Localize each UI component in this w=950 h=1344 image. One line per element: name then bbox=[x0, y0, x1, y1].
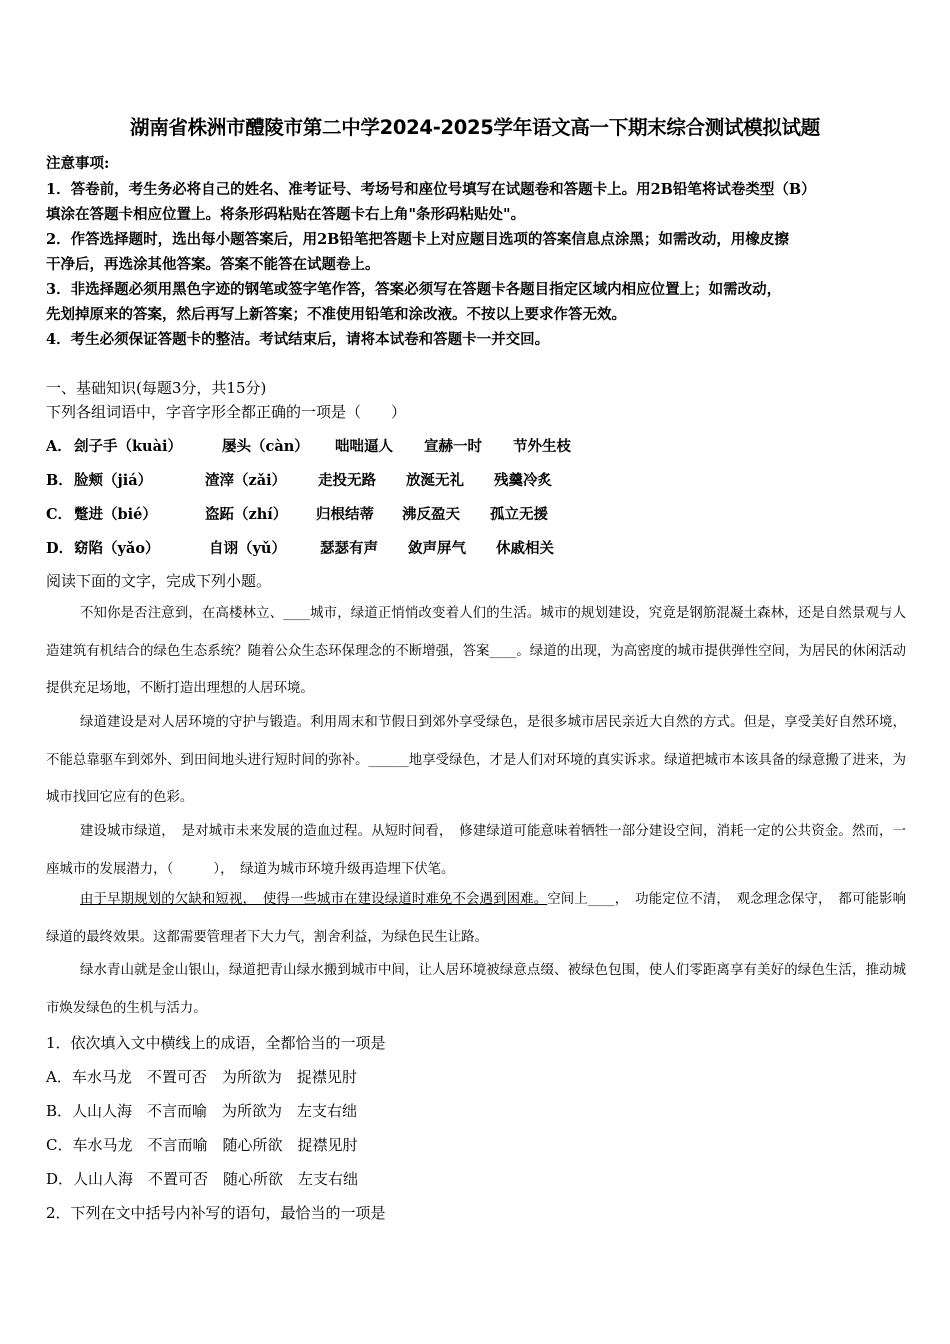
option-word: 屡头（càn） bbox=[222, 438, 309, 455]
option-word: 盗跖（zhí） bbox=[205, 506, 288, 523]
notice-heading: 注意事项: bbox=[46, 155, 110, 172]
section-heading: 一、基础知识(每题3分，共15分) bbox=[46, 379, 267, 397]
notice-line: 干净后，再选涂其他答案。答案不能答在试题卷上。 bbox=[46, 256, 380, 273]
option-word: 节外生枝 bbox=[513, 438, 571, 455]
reading-paragraph-3: 建设城市绿道， 是对城市未来发展的造血过程。从短时间看， 修建绿道可能意味着牺牲一部分建设空间，消耗一定的公共资金。然而，一座城市的发展潜力，（ ）， 绿道为城市环境升级再造埋下伏笔。 bbox=[46, 824, 906, 877]
option-word: 归根结蒂 bbox=[316, 506, 374, 523]
question-1-option-a: A．车水马龙 不置可否 为所欲为 捉襟见肘 bbox=[46, 1068, 357, 1086]
question-2-stem: 2．下列在文中括号内补写的语句，最恰当的一项是 bbox=[46, 1204, 386, 1222]
option-word: 宣赫一时 bbox=[424, 438, 482, 455]
exam-title: 湖南省株洲市醴陵市第二中学2024-2025学年语文高一下期末综合测试模拟试题 bbox=[130, 116, 820, 139]
notice-line: 1．答卷前，考生务必将自己的姓名、准考证号、考场号和座位号填写在试题卷和答题卡上。用2B铅笔将试卷类型（B） bbox=[46, 181, 816, 198]
option-word: 休戚相关 bbox=[496, 540, 554, 557]
underlined-sentence: 由于早期规划的欠缺和短视， 使得一些城市在建设绿道时难免不会遇到困难。 bbox=[80, 892, 548, 907]
question-1-option-c: C．车水马龙 不言而喻 随心所欲 捉襟见肘 bbox=[46, 1136, 358, 1154]
reading-paragraph-4 bbox=[46, 881, 906, 956]
reading-paragraph-5: 绿水青山就是金山银山，绿道把青山绿水搬到城市中间，让人居环境被绿意点缀、被绿色包围，使人们零距离享有美好的绿色生活，推动城市焕发绿色的生机与活力。 bbox=[46, 963, 906, 1016]
option-word: 蹩进（bié） bbox=[74, 506, 157, 523]
reading-paragraph-1: 不知你是否注意到，在高楼林立、____城市，绿道正悄悄改变着人们的生活。城市的规划建设，究竟是钢筋混凝土森林，还是自然景观与人造建筑有机结合的绿色生态系统？随着公众生态环保理念的不断增强，答案____。绿道的出现，为高密度的城市提供弹性空间，为居民的休闲活动提供充足场地，不断打造出理想的人居环境。 bbox=[46, 606, 906, 696]
option-word: 孤立无援 bbox=[490, 506, 548, 523]
notice-line: 4．考生必须保证答题卡的整洁。考试结束后，请将本试卷和答题卡一并交回。 bbox=[46, 331, 550, 348]
option-word: 敛声屏气 bbox=[408, 540, 466, 557]
paragraph-rest: 空间上____， 功能定位不清， 观念理念保守， 都可能影响绿道的最终效果。这都需要管理者下大力气，割舍利益，为绿色民生让路。 bbox=[46, 892, 906, 945]
option-label: A． bbox=[46, 438, 72, 455]
option-d bbox=[46, 537, 554, 558]
question-1-option-b: B．人山人海 不言而喻 为所欲为 左支右绌 bbox=[46, 1102, 358, 1120]
notice-line: 先划掉原来的答案，然后再写上新答案；不准使用铅笔和涂改液。不按以上要求作答无效。 bbox=[46, 306, 626, 323]
option-b bbox=[46, 469, 552, 490]
notice-line: 填涂在答题卡相应位置上。将条形码粘贴在答题卡右上角"条形码粘贴处"。 bbox=[46, 206, 526, 223]
option-label: B． bbox=[46, 472, 73, 489]
question-1-stem: 1．依次填入文中横线上的成语，全都恰当的一项是 bbox=[46, 1034, 386, 1052]
option-word: 沸反盈天 bbox=[402, 506, 460, 523]
option-word: 刽子手（kuài） bbox=[74, 438, 182, 455]
option-a bbox=[46, 435, 571, 456]
option-word: 窈陷（yǎo） bbox=[74, 540, 160, 557]
option-c bbox=[46, 503, 548, 524]
question-stem: 下列各组词语中，字音字形全都正确的一项是（ ） bbox=[46, 403, 407, 421]
option-word: 瑟瑟有声 bbox=[320, 540, 378, 557]
notice-line: 3．非选择题必须用黑色字迹的钢笔或签字笔作答，答案必须写在答题卡各题目指定区域内相应位置上；如需改动， bbox=[46, 281, 782, 298]
option-word: 走投无路 bbox=[318, 472, 376, 489]
notice-line: 2．作答选择题时，选出每小题答案后，用2B铅笔把答题卡上对应题目选项的答案信息点涂黑；如需改动，用橡皮擦 bbox=[46, 231, 789, 248]
option-word: 放涎无礼 bbox=[406, 472, 464, 489]
question-1-option-d: D．人山人海 不置可否 随心所欲 左支右绌 bbox=[46, 1170, 359, 1188]
option-word: 渣滓（zǎi） bbox=[205, 472, 287, 489]
option-label: C． bbox=[46, 506, 73, 523]
option-word: 残羹冷炙 bbox=[494, 472, 552, 489]
reading-intro: 阅读下面的文字，完成下列小题。 bbox=[46, 572, 272, 590]
reading-paragraph-2: 绿道建设是对人居环境的守护与锻造。利用周末和节假日到郊外享受绿色，是很多城市居民亲近大自然的方式。但是，享受美好自然环境，不能总靠驱车到郊外、到田间地头进行短时间的弥补。______地享受绿色，才是人们对环境的真实诉求。绿道把城市本该具备的绿意搬了进来，为城市找回它应有的色彩。 bbox=[46, 715, 906, 805]
option-label: D． bbox=[46, 540, 74, 557]
option-word: 自诩（yǔ） bbox=[209, 540, 286, 557]
option-word: 脸颊（jiá） bbox=[74, 472, 153, 489]
option-word: 咄咄逼人 bbox=[335, 438, 393, 455]
